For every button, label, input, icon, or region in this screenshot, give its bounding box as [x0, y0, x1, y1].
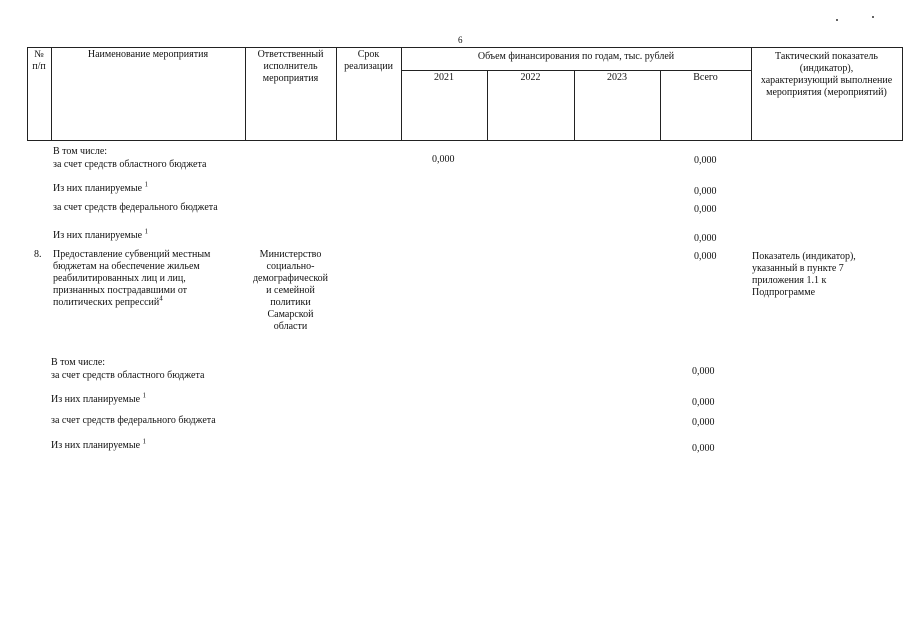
header-num: № п/п — [32, 49, 46, 72]
planned-label: Из них планируемые $^1$ — [53, 227, 149, 241]
header-indicator: Тактический показатель (индикатор), характеризующий выполнение мероприятия (мероприятий) — [760, 51, 893, 98]
header-year-2022: 2022 — [520, 72, 541, 83]
item-name: Предоставление субвенций местным бюджетам на обеспечение жильем реабилитированных лиц и лиц, признанных пострадавшими от политических репрессий$^4$ — [53, 249, 211, 308]
planned-label: Из них планируемые $^1$ — [53, 180, 149, 194]
scan-speck — [872, 16, 874, 18]
planned-total-value: 0,000 — [692, 397, 715, 408]
header-term: Срок реализации — [344, 49, 393, 72]
regional-label: за счет средств областного бюджета — [51, 370, 205, 381]
regional-label: за счет средств областного бюджета — [53, 159, 207, 170]
planned-total-value: 0,000 — [692, 443, 715, 454]
federal-total-value: 0,000 — [694, 204, 717, 215]
federal-label: за счет средств федерального бюджета — [51, 415, 216, 426]
planned-label: Из них планируемые $^1$ — [51, 391, 147, 405]
header-name: Наименование мероприятия — [87, 49, 209, 60]
regional-total-value: 0,000 — [692, 366, 715, 377]
item-indicator: Показатель (индикатор), указанный в пункте 7 приложения 1.1 к Подпрограмме — [752, 251, 856, 298]
header-year-2023: 2023 — [607, 72, 627, 83]
header-financing: Объем финансирования по годам, тыс. рублей — [477, 51, 675, 62]
regional-total-value: 0,000 — [694, 155, 717, 166]
planned-label: Из них планируемые $^1$ — [51, 437, 147, 451]
planned-total-value: 0,000 — [694, 186, 717, 197]
header-executor: Ответственный исполнитель мероприятия — [257, 49, 324, 84]
federal-total-value: 0,000 — [692, 417, 715, 428]
item-number: 8. — [34, 249, 42, 260]
incl-label: В том числе: — [53, 146, 108, 157]
scan-speck — [836, 19, 838, 21]
regional-2021-value: 0,000 — [432, 154, 455, 165]
federal-label: за счет средств федерального бюджета — [53, 202, 218, 213]
item-executor: Министерство социально- демографической и семейной политики Самарской области — [252, 249, 329, 332]
incl-label: В том числе: — [51, 357, 106, 368]
item-total-value: 0,000 — [694, 251, 717, 262]
header-total: Всего — [693, 72, 718, 83]
planned-total-value: 0,000 — [694, 233, 717, 244]
page-number: 6 — [458, 35, 463, 45]
header-year-2021: 2021 — [434, 72, 454, 83]
